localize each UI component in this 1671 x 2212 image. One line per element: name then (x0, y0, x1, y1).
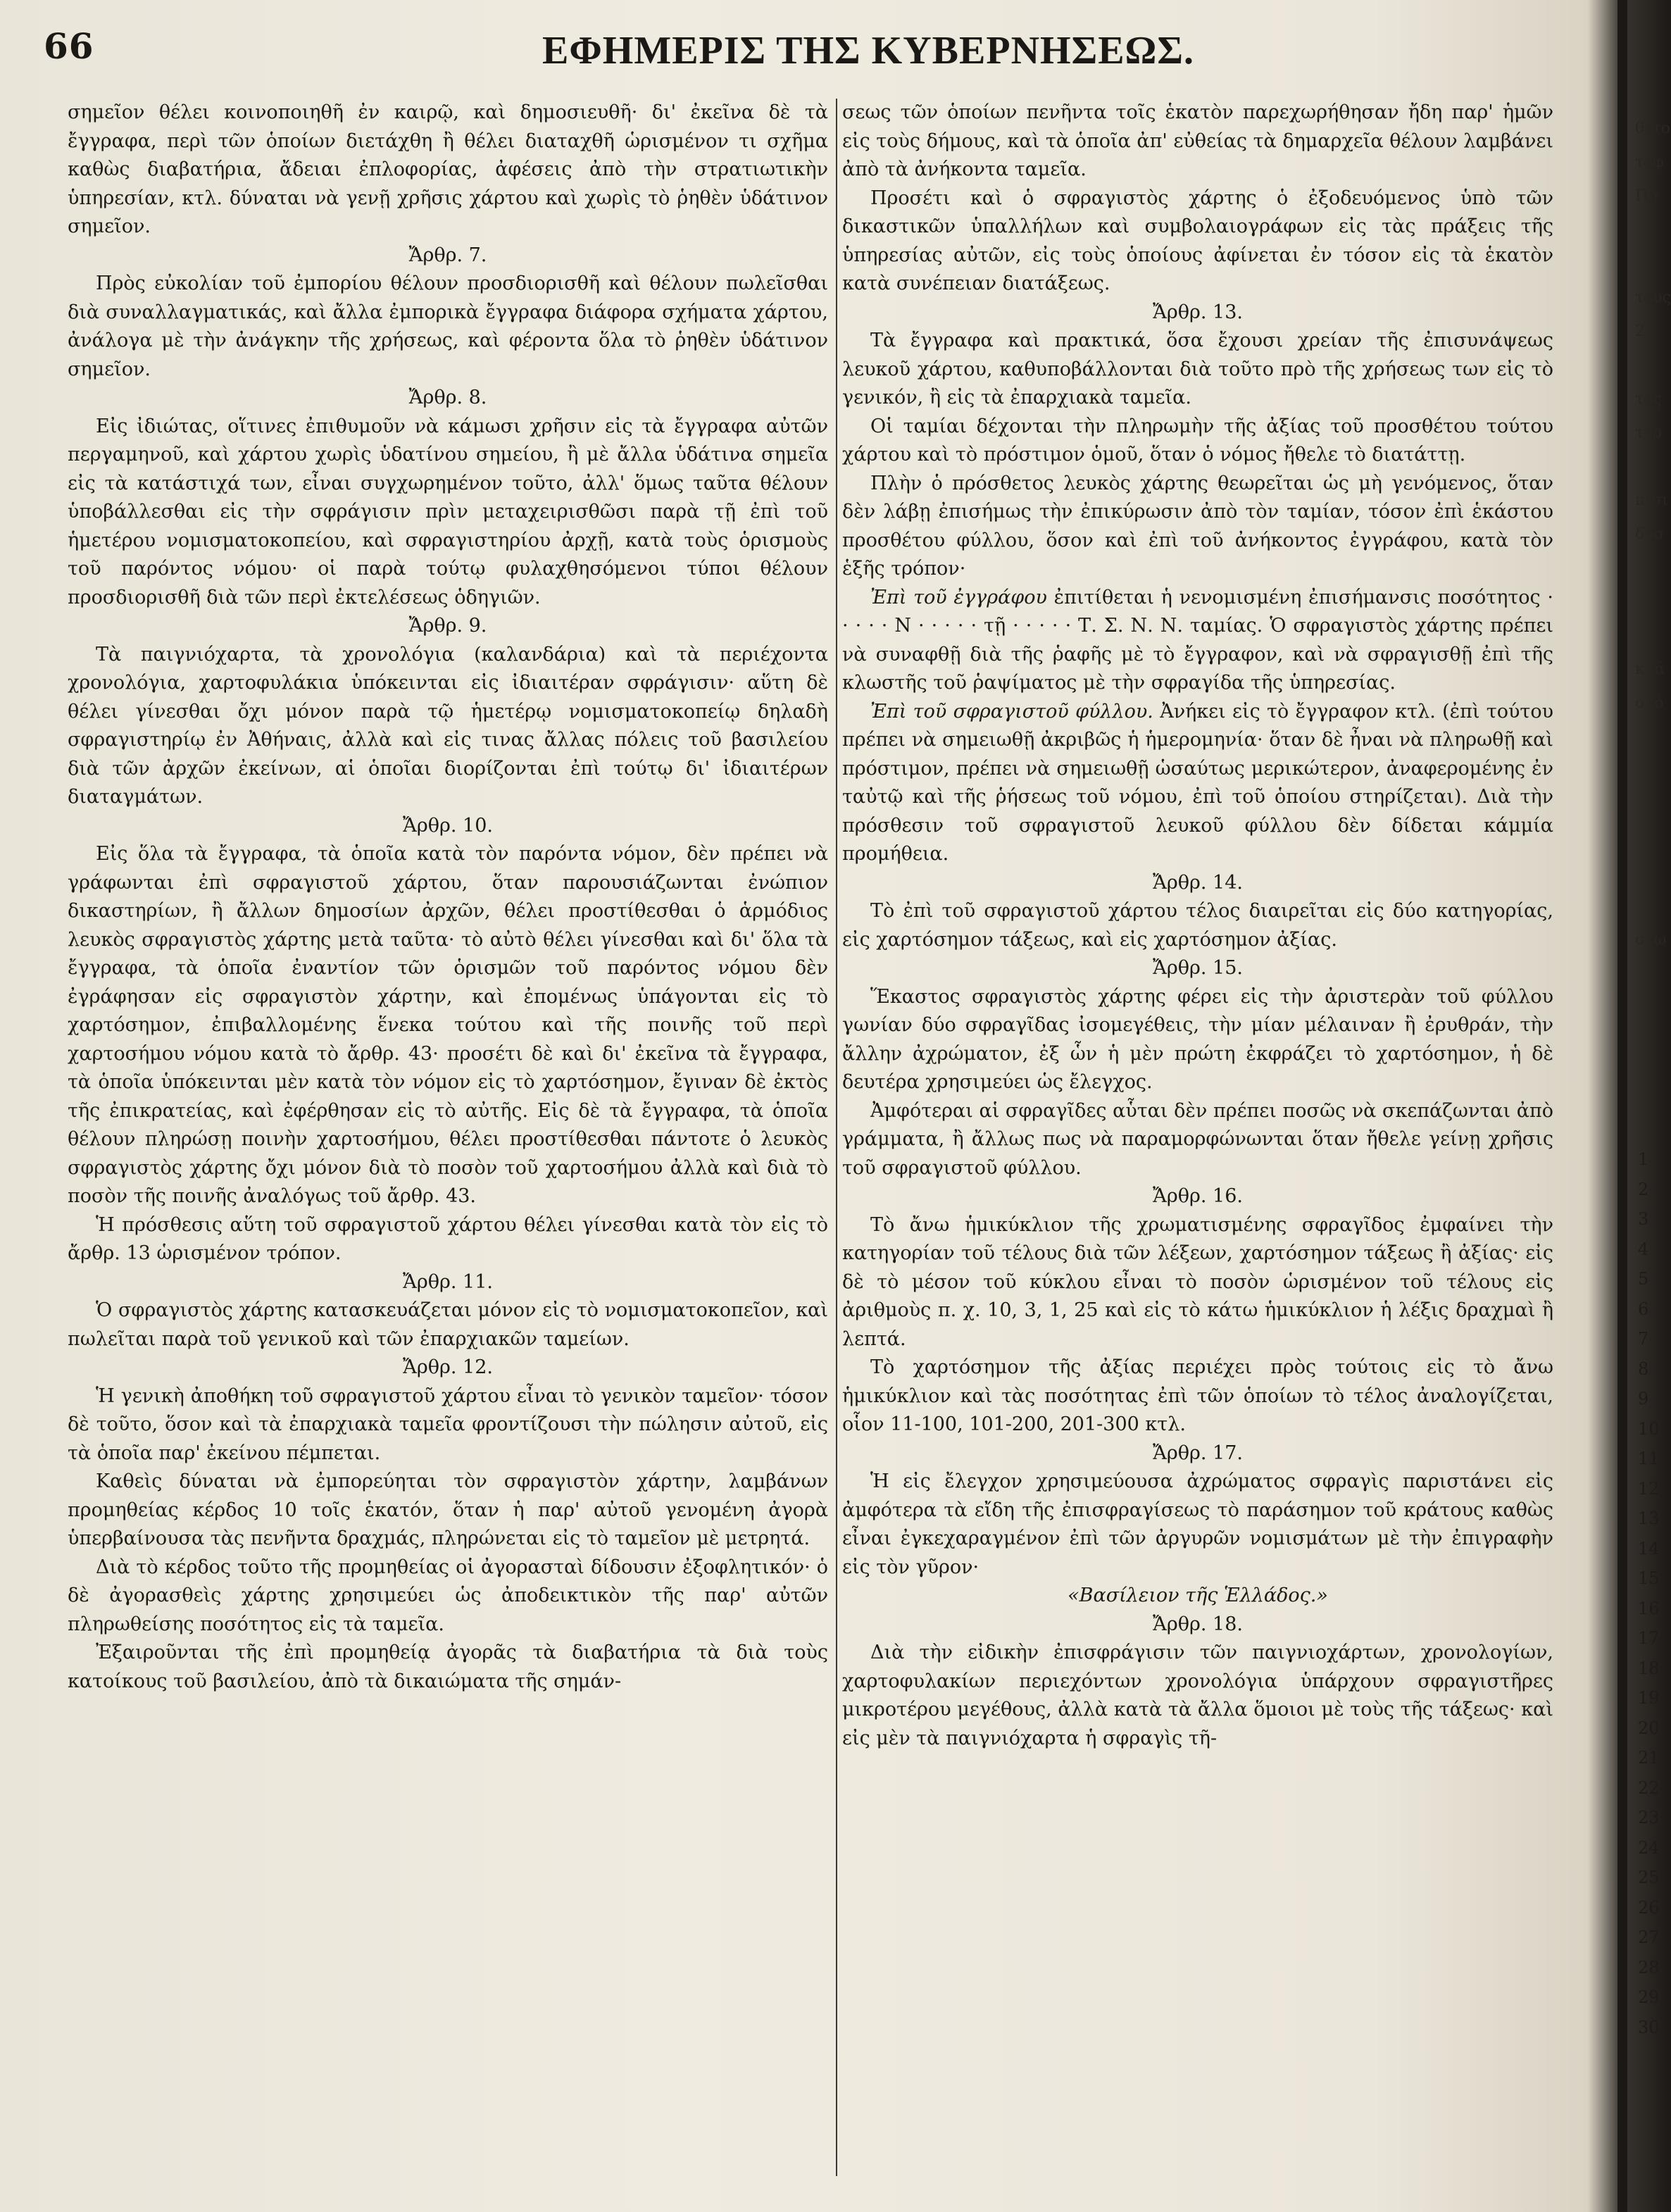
paragraph: Διὰ τὸ κέρδος τοῦτο τῆς προμηθείας οἱ ἀγορασταὶ δίδουσιν ἐξοφλητικόν· ὁ δὲ ἀγορασθεὶς χάρτης χρησιμεύει ὡς ἀποδεικτικὸν τῆς παρ' αὐτῶν πληρωθείσης ποσότητος εἰς τὰ ταμεῖα. (68, 1556, 828, 1635)
side-fragment-word: σεω (1635, 931, 1667, 949)
side-fragment-word: ολό (1635, 694, 1664, 712)
paragraph: Οἱ ταμίαι δέχονται τὴν πληρωμὴν τῆς ἀξίας τοῦ προσθέτου τούτου χάρτου καὶ τὸ πρόστιμον ὁμοῦ, ὅταν ὁ νόμος ἤθελε τὸ διατάττῃ. (842, 415, 1553, 465)
paragraph: Τὸ χαρτόσημον τῆς ἀξίας περιέχει πρὸς τούτοις εἰς τὸ ἄνω ἡμικύκλιον καὶ τὰς ποσότητας ἐπὶ τῶν ὁποίων τὸ τέλος ἀναλογίζεται, οἷον 11-100, 101-200, 201-300 κτλ. (842, 1356, 1553, 1435)
column-divider (836, 99, 837, 2176)
side-fragment-number: 13 (1638, 1508, 1660, 1528)
paragraph: σημεῖον θέλει κοινοποιηθῆ ἐν καιρῷ, καὶ δημοσιευθῆ· δι' ἐκεῖνα δὲ τὰ ἔγγραφα, περὶ τῶν ὁποίων διετάχθη ἢ θέλει διαταχθῆ ὡρισμένον τι σχῆμα καθὼς διαβατήρια, ἄδειαι ἐπλοφορίας, ἀφέσεις ἀπὸ τὴν στρατιωτικὴν ὑπηρεσίαν, κτλ. δύναται νὰ γενῇ χρῆσις χάρτου καὶ χωρὶς τὸ ῥηθὲν ὑδάτινον σημεῖον. (68, 101, 828, 237)
side-fragment-number: 5 (1638, 1269, 1649, 1289)
side-fragment-number: 30 (1638, 2017, 1660, 2037)
article-heading: Ἄρθρ. 9. (408, 615, 487, 637)
article-heading: Ἄρθρ. 15. (1153, 957, 1243, 979)
side-fragment-number: 23 (1638, 1808, 1660, 1827)
side-fragment-number: 9 (1638, 1389, 1649, 1408)
paragraph: Τὸ ἄνω ἡμικύκλιον τῆς χρωματισμένης σφραγῖδος ἐμφαίνει τὴν κατηγορίαν τοῦ τέλους διὰ τῶν λέξεων, χαρτόσημον τάξεως ἢ ἀξίας· εἰς δὲ τὸ μέσον τοῦ κύκλου εἶναι τὸ ποσὸν ὡρισμένον τοῦ τέλους εἰς ἀριθμοὺς π. χ. 10, 3, 1, 25 καὶ εἰς τὸ κάτω ἡμικύκλιον ἡ λέξις δραχμαὶ ἢ λεπτά. (842, 1213, 1553, 1350)
paragraph: Ἡ γενικὴ ἀποθήκη τοῦ σφραγιστοῦ χάρτου εἶναι τὸ γενικὸν ταμεῖον· τόσον δὲ τοῦτο, ὅσον καὶ τὰ ἐπαρχιακὰ ταμεῖα φροντίζουσι τὴν πώλησιν αὐτοῦ, εἰς τὰ ὁποῖα παρ' ἐκείνου πέμπεται. (68, 1385, 828, 1464)
paragraph (842, 698, 1553, 869)
side-fragment-number: 12 (1638, 1478, 1660, 1499)
right-column (842, 99, 1553, 1753)
side-fragment-number: 17 (1638, 1628, 1660, 1648)
paragraph: σεως τῶν ὁποίων πενῆντα τοῖς ἑκατὸν παρεχωρήθησαν ἤδη παρ' ἡμῶν εἰς τοὺς δήμους, καὶ τὰ ὁποῖα ἀπ' εὐθείας τὰ δημαρχεῖα θέλουν λαμβάνει ἀπὸ τὰ ἀνήκοντα ταμεῖα. (842, 101, 1553, 180)
side-fragment-number: 1 (1638, 1149, 1649, 1169)
side-fragment-number: 22 (1638, 1777, 1660, 1798)
side-fragment-word: τοφ (1635, 154, 1664, 171)
side-fragment-word: κλά (1635, 661, 1665, 678)
article-heading: Ἄρθρ. 8. (408, 387, 487, 408)
article-heading: Ἄρθρ. 18. (1153, 1613, 1243, 1635)
side-fragment-number: 10 (1638, 1418, 1660, 1439)
paragraph: Διὰ τὴν εἰδικὴν ἐπισφράγισιν τῶν παιγνιοχάρτων, χρονολογίων, χαρτοφυλακίων περιεχόντων χρονολόγια ὑπάρχουν σφραγιστῆρες μικροτέρου μεγέθους, ἀλλὰ κατὰ τὰ ἄλλα ὅμοιοι μὲ τοὺς τῆς τάξεως· καὶ εἰς μὲν τὰ παιγνιόχαρτα ἡ σφραγὶς τῆ- (842, 1642, 1553, 1749)
side-fragment-number: 29 (1638, 1987, 1660, 2007)
article-heading: Ἄρθρ. 7. (408, 244, 487, 266)
paragraph: Τὰ παιγνιόχαρτα, τὰ χρονολόγια (καλανδάρια) καὶ τὰ περιέχοντα χρονολόγια, χαρτοφυλάκια ὑπόκεινται εἰς ἰδιαιτέραν σφράγισιν· αὕτη δὲ θέλει γίνεσθαι ὄχι μόνον παρὰ τῷ ἡμετέρῳ νομισματοκοπείῳ δηλαδὴ σφραγιστηρίῳ ἐν Ἀθήναις, ἀλλὰ καὶ εἰς τινας ἄλλας πόλεις τοῦ βασιλείου διὰ τῶν ἀρχῶν ἐκείνων, αἱ ὁποῖαι διορίζονται ἐπὶ τούτῳ δι' ἰδιαιτέρων διαταγμάτων. (68, 643, 828, 808)
side-fragment-word: τους (1635, 289, 1671, 306)
side-fragment-word: Πρ (1635, 187, 1658, 205)
paragraph: Προσέτι καὶ ὁ σφραγιστὸς χάρτης ὁ ἐξοδευόμενος ὑπὸ τῶν δικαστικῶν ὑπαλλήλων καὶ συμβολαιογράφων εἰς τὰς πράξεις τῆς ὑπηρεσίας αὐτῶν, εἰς τοὺς ὁποίους ἀφίνεται ἐν τόσον εἰς τὰ ἑκατὸν κατὰ συνέπειαν διατάξεως. (842, 187, 1553, 294)
italic-lead: Ἐπὶ τοῦ σφραγιστοῦ φύλλου. (870, 700, 1153, 723)
side-fragment-number: 14 (1638, 1538, 1660, 1558)
article-heading: Ἄρθρ. 16. (1153, 1185, 1243, 1207)
side-fragment-word: δόσ (1635, 525, 1665, 543)
paragraph-text: Ἀνήκει εἰς τὸ ἔγγραφον κτλ. (ἐπὶ τούτου πρέπει νὰ σημειωθῇ ἀκριβῶς ἡ ἡμερομηνία· ὅταν δὲ ἦναι νὰ πληρωθῇ καὶ πρόστιμον, πρέπει νὰ σημειωθῇ ὡσαύτως μερικώτερον, ἀναφερομένης ἐν ταὐτῷ καὶ τῆς ῥήσεως τοῦ νόμου, ἐπὶ τοῦ ὁποίου στηρίζεται). Διὰ τὴν πρόσθεσιν τοῦ σφραγιστοῦ λευκοῦ φύλλου δὲν δίδεται κάμμία προμήθεια. (842, 700, 1553, 865)
paragraph: Καθεὶς δύναται νὰ ἐμπορεύηται τὸν σφραγιστὸν χάρτην, λαμβάνων προμηθείας κέρδος 10 τοῖς ἑκατόν, ὅταν ἡ παρ' αὐτοῦ γενομένη ἀγορὰ ὑπερβαίνουσα τὰς πενῆντα δραχμάς, πληρώνεται εἰς τὸ ταμεῖον μὲ μετρητά. (68, 1470, 828, 1549)
side-fragment-number: 4 (1638, 1239, 1649, 1259)
article-heading: Ἄρθρ. 10. (403, 814, 493, 837)
side-fragment-word: τος (1635, 390, 1662, 408)
paragraph: Ἕκαστος σφραγιστὸς χάρτης φέρει εἰς τὴν ἀριστερὰν τοῦ φύλλου γωνίαν δύο σφραγῖδας ἰσομεγέθεις, τὴν μίαν μέλαιναν ἢ ἐρυθράν, τὴν ἄλλην ἀχρώματον, ἐξ ὧν ἡ μὲν πρώτη ἐκφράζει τὸ χαρτόσημον, ἡ δὲ δευτέρα χρησιμεύει ὡς ἔλεγχος. (842, 985, 1553, 1093)
article-heading: Ἄρθρ. 13. (1153, 301, 1243, 323)
paragraph: Ἡ πρόσθεσις αὕτη τοῦ σφραγιστοῦ χάρτου θέλει γίνεσθαι κατὰ τὸν εἰς τὸ ἄρθρ. 13 ὡρισμένον τρόπον. (68, 1213, 828, 1264)
paragraph: Πλὴν ὁ πρόσθετος λευκὸς χάρτης θεωρεῖται ὡς μὴ γενόμενος, ὅταν δὲν λάβῃ ἐπισήμως τὴν ἐπικύρωσιν ἀπὸ τὸν ταμίαν, τόσον ἐπὶ ἑκάστου προσθέτου φύλλου, ὅσον καὶ ἐπὶ τοῦ ἀνήκοντος ἐγγράφου, κατὰ τὸν ἑξῆς τρόπον· (842, 472, 1553, 580)
side-fragment-number: 25 (1638, 1868, 1660, 1887)
paragraph: Ἡ εἰς ἔλεγχον χρησιμεύουσα ἀχρώματος σφραγὶς παριστάνει εἰς ἀμφότερα τὰ εἴδη τῆς ἐπισφραγίσεως τὸ παράσημον τοῦ κράτους καθὼς εἶναι ἐγκεχαραγμένον ἐπὶ τῶν ἀργυρῶν νομισμάτων μὲ τὴν ἐπιγραφὴν εἰς τὸν γῦρον· (842, 1470, 1553, 1578)
italic-lead: Ἐπὶ τοῦ ἐγγράφου (870, 586, 1047, 608)
side-fragment-word: θετο (1635, 120, 1671, 137)
side-fragment-number: 6 (1638, 1299, 1649, 1319)
side-fragment-word: πισι (1635, 492, 1668, 509)
paragraph: Τὸ ἐπὶ τοῦ σφραγιστοῦ χάρτου τέλος διαιρεῖται εἰς δύο κατηγορίας, εἰς χαρτόσημον τάξεως, καὶ εἰς χαρτόσημον ἀξίας. (842, 900, 1553, 951)
paragraph-text: ἐπιτίθεται ἡ νενομισμένη ἐπισήμανσις ποσότητος · · · · · N · · · · · τῇ · · · · · Τ. Σ. Ν. Ν. ταμίας. Ὁ σφραγιστὸς χάρτης πρέπει νὰ συναφθῇ διὰ τῆς ῥαφῆς μὲ τὸ ἔγγραφον, καὶ νὰ σφραγισθῇ ἐπὶ τῆς κλωστῆς τοῦ ῥαψίματος μὲ τὴν σφραγίδα τῆς ὑπηρεσίας. (842, 586, 1553, 694)
gazette-title: ΕΦΗΜΕΡΙΣ ΤΗΣ ΚΥΒΕΡΝΗΣΕΩΣ. (542, 29, 1195, 73)
paragraph: Ἀμφότεραι αἱ σφραγῖδες αὗται δὲν πρέπει ποσῶς νὰ σκεπάζωνται ἀπὸ γράμματα, ἢ ἄλλως πως νὰ παραμορφώνωνται ὅταν ἤθελε γείνῃ χρῆσις τοῦ σφραγιστοῦ φύλλου. (842, 1099, 1553, 1179)
paragraph: Ἐξαιροῦνται τῆς ἐπὶ προμηθείᾳ ἀγορᾶς τὰ διαβατήρια τὰ διὰ τοὺς κατοίκους τοῦ βασιλείου, ἀπὸ τὰ δικαιώματα τῆς σημάν- (68, 1642, 828, 1692)
side-fragment-number: 21 (1638, 1748, 1660, 1768)
side-fragment-number: 15 (1638, 1568, 1660, 1588)
paragraph: Τὰ ἔγγραφα καὶ πρακτικά, ὅσα ἔχουσι χρείαν τῆς ἐπισυνάψεως λευκοῦ χάρτου, καθυποβάλλονται διὰ τοῦτο πρὸ τῆς χρήσεως των εἰς τὸ γενικόν, ἢ εἰς τὰ ἐπαρχιακὰ ταμεῖα. (842, 330, 1553, 408)
article-heading: Ἄρθρ. 17. (1153, 1442, 1243, 1464)
paragraph: Εἰς ὅλα τὰ ἔγγραφα, τὰ ὁποῖα κατὰ τὸν παρόντα νόμον, δὲν πρέπει νὰ γράφωνται ἐπὶ σφραγιστοῦ χάρτου, ὅταν παρουσιάζωνται ἐνώπιον δικαστηρίων, ἢ ἄλλων δημοσίων ἀρχῶν, θέλει προστίθεσθαι ὁ ἁρμόδιος λευκὸς σφραγιστὸς χάρτης μετὰ ταῦτα· τὸ αὐτὸ θέλει γίνεσθαι καὶ δι' ὅλα τὰ ἔγγραφα, τὰ ὁποῖα ἐναντίον τῶν ὁρισμῶν τοῦ παρόντος νόμου δὲν ἐγράφησαν εἰς σφραγιστὸν χάρτην, καὶ ἐπομένως ὑπάγονται εἰς τὸ χαρτόσημον, ἐπιβαλλομένης ἕνεκα τούτου καὶ τῆς ποινῆς τοῦ περὶ χαρτοσήμου νόμου κατὰ τὸ ἄρθρ. 43· προσέτι δὲ καὶ δι' ἐκεῖνα τὰ ἔγγραφα, τὰ ὁποῖα ὑπόκεινται μὲν κατὰ τὸν νόμον εἰς τὸ χαρτόσημον, ἔγιναν δὲ ἐκτὸς τῆς ἐπικρατείας, καὶ ἐφέρθησαν εἰς τὸ αὐτῆς. Εἰς δὲ τὰ ἔγγραφα, τὰ ὁποῖα θέλουν πληρώσῃ ποινὴν χαρτοσήμου, θέλει προστίθεσθαι πάντοτε ὁ λευκὸς σφραγιστὸς χάρτης ὄχι μόνον διὰ τὸ ποσὸν τοῦ χαρτοσήμου ἀλλὰ καὶ διὰ τὸ ποσὸν τῆς ποινῆς ἀναλόγως τοῦ ἄρθρ. 43. (68, 843, 828, 1207)
paragraph: Πρὸς εὐκολίαν τοῦ ἐμπορίου θέλουν προσδιορισθῆ καὶ θέλουν πωλεῖσθαι διὰ συναλλαγματικάς, καὶ ἄλλα ἐμπορικὰ ἔγγραφα διάφορα σχήματα χάρτου, ἀνάλογα μὲ τὴν ἀνάγκην τῆς χρήσεως, καὶ φέροντα ὅλα τὸ ῥηθὲν ὑδάτινον σημεῖον. (68, 273, 828, 380)
side-fragment-number: 3 (1638, 1209, 1649, 1229)
inscription-quote: «Βασίλειον τῆς Ἑλλάδος.» (1068, 1585, 1328, 1606)
side-fragment-number: 11 (1638, 1449, 1660, 1468)
page-number: 66 (44, 25, 94, 67)
side-fragment-number: 19 (1638, 1688, 1660, 1708)
paragraph: Ὁ σφραγιστὸς χάρτης κατασκευάζεται μόνον εἰς τὸ νομισματοκοπεῖον, καὶ πωλεῖται παρὰ τοῦ γενικοῦ καὶ τῶν ἐπαρχιακῶν ταμείων. (68, 1299, 828, 1350)
article-heading: Ἄρθρ. 14. (1153, 871, 1243, 894)
left-column (68, 99, 828, 1696)
side-fragment-number: 8 (1638, 1358, 1649, 1379)
side-fragment-number: 28 (1638, 1957, 1660, 1977)
side-fragment-word: τήρ (1635, 424, 1663, 442)
side-fragment-number: 26 (1638, 1897, 1660, 1918)
paragraph (842, 584, 1553, 698)
side-fragment-number: 16 (1638, 1598, 1660, 1618)
book-spine-shadow (1617, 0, 1627, 2212)
side-fragment-number: 18 (1638, 1658, 1660, 1678)
side-fragment-number: 27 (1638, 1927, 1660, 1947)
side-fragment-number: 24 (1638, 1837, 1660, 1858)
side-fragment-word: 25 (1635, 323, 1655, 340)
side-fragment-number: 7 (1638, 1329, 1649, 1349)
paragraph: Εἰς ἰδιώτας, οἵτινες ἐπιθυμοῦν νὰ κάμωσι χρῆσιν εἰς τὰ ἔγγραφα αὐτῶν περγαμηνοῦ, καὶ χάρτου χωρὶς ὑδατίνου σημείου, ἢ μὲ ἄλλα ὑδάτινα σημεῖα εἰς τὰ κατάστιχά των, εἶναι συγχωρημένον τοῦτο, ἀλλ' ὅμως ταῦτα θέλουν ὑποβάλλεσθαι εἰς τὴν σφράγισιν πρὶν μεταχειρισθῶσι παρὰ τῇ ἐπὶ τοῦ ἡμετέρου νομισματοκοπείου, καὶ σφραγιστηρίου ἀρχῇ, κατὰ τοὺς ὁρισμοὺς τοῦ παρόντος νόμου· οἱ παρὰ τούτῳ φυλαχθησόμενοι τύποι θέλουν προσδιορισθῆ διὰ τῶν περὶ ἐκτελέσεως ὁδηγιῶν. (68, 415, 828, 608)
side-fragment-number: 20 (1638, 1718, 1660, 1738)
article-heading: Ἄρθρ. 12. (403, 1356, 493, 1378)
article-heading: Ἄρθρ. 11. (403, 1270, 493, 1293)
side-fragment-number: 2 (1638, 1179, 1649, 1199)
